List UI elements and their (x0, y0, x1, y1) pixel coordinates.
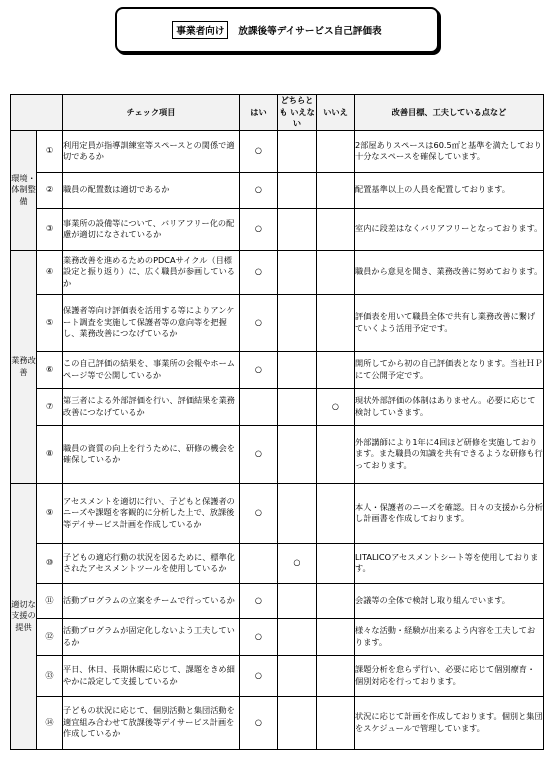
check-item: 第三者による外部評価を行い、評価結果を業務改善につなげているか (63, 388, 240, 425)
item-number: ⑭ (37, 696, 63, 749)
answer-yes (240, 483, 278, 543)
circle-mark-icon: ○ (254, 716, 263, 727)
item-number: ② (37, 172, 63, 208)
improvement-note: 職員から意見を聞き、業務改善に努めております。 (355, 250, 544, 294)
answer-either (278, 483, 317, 543)
improvement-note: 外部講師により1年に4回ほど研修を実施しております。また職員の知識を共有できるような研修も行っております。 (355, 425, 544, 483)
circle-mark-icon: ○ (254, 184, 263, 195)
answer-either (278, 655, 317, 696)
answer-either (278, 208, 317, 250)
item-number: ⑫ (37, 618, 63, 655)
table-row (11, 543, 544, 583)
improvement-note: LITALICOアセスメントシート等を使用しております。 (355, 543, 544, 583)
improvement-note: 配置基準以上の人員を配置しております。 (355, 172, 544, 208)
circle-mark-icon: ○ (254, 507, 263, 518)
header-yes: はい (240, 95, 278, 131)
check-item: 利用定員が指導訓練室等スペースとの関係で適切であるか (63, 130, 240, 172)
self-evaluation-table (10, 94, 544, 750)
answer-either (278, 130, 317, 172)
improvement-note: 室内に段差はなくバリアフリーとなっております。 (355, 208, 544, 250)
circle-mark-icon: ○ (254, 266, 263, 277)
improvement-note: 現状外部評価の体制はありません。必要に応じて検討していきます。 (355, 388, 544, 425)
answer-yes (240, 351, 278, 388)
category-label: 環境・体制整備 (11, 172, 36, 206)
table-row (11, 425, 544, 483)
check-item: 平日、休日、長期休暇に応じて、課題をきめ細やかに設定して支援しているか (63, 655, 240, 696)
item-number: ⑤ (37, 294, 63, 351)
answer-either (278, 250, 317, 294)
category-cell (11, 250, 37, 483)
answer-no (317, 618, 355, 655)
item-number: ⑩ (37, 543, 63, 583)
answer-no (317, 208, 355, 250)
header-either: どちらとも いえない (279, 95, 315, 128)
category-cell (11, 483, 37, 749)
answer-no (317, 294, 355, 351)
table-row (11, 130, 544, 172)
answer-no (317, 483, 355, 543)
check-item: この自己評価の結果を、事業所の会報やホームページ等で公開しているか (63, 351, 240, 388)
check-item: 職員の配置数は適切であるか (63, 172, 240, 208)
improvement-note: 2部屋ありスペースは60.5㎡と基準を満たしており十分なスペースを確保しています。 (355, 130, 544, 172)
check-item: 事業所の設備等について、バリアフリー化の配慮が適切になされているか (63, 208, 240, 250)
answer-yes (240, 618, 278, 655)
category-label: 業務改善 (11, 355, 36, 377)
item-number: ⑥ (37, 351, 63, 388)
answer-either (278, 696, 317, 749)
circle-mark-icon: ○ (331, 400, 340, 411)
title-text: 放課後等デイサービス自己評価表 (238, 26, 382, 37)
improvement-note: 本人・保護者のニーズを確認。日々の支援から分析し計画書を作成しております。 (355, 483, 544, 543)
circle-mark-icon: ○ (254, 669, 263, 680)
table-row (11, 250, 544, 294)
answer-yes (240, 294, 278, 351)
circle-mark-icon: ○ (254, 223, 263, 234)
answer-no (317, 425, 355, 483)
improvement-note: 様々な活動・経験が出来るよう内容を工夫しております。 (355, 618, 544, 655)
improvement-note: 課題分析を怠らず行い、必要に応じて個別療育・個別対応を行っております。 (355, 655, 544, 696)
answer-no (317, 130, 355, 172)
item-number: ⑪ (37, 583, 63, 618)
item-number: ⑦ (37, 388, 63, 425)
improvement-note: 会議等の全体で検討し取り組んでいます。 (355, 583, 544, 618)
header-no: いいえ (317, 95, 355, 131)
check-item: 活動プログラムの立案をチームで行っているか (63, 583, 240, 618)
check-item: 職員の資質の向上を行うために、研修の機会を確保しているか (63, 425, 240, 483)
check-item: 保護者等向け評価表を活用する等によりアンケート調査を実施して保護者等の意向等を把握し、業務改善につなげているか (63, 294, 240, 351)
circle-mark-icon: ○ (254, 448, 263, 459)
answer-yes (240, 425, 278, 483)
header-improve: 改善目標、工夫している点など (355, 95, 544, 131)
answer-no (317, 250, 355, 294)
answer-either (278, 618, 317, 655)
answer-yes (240, 172, 278, 208)
table-row (11, 208, 544, 250)
table-header (11, 95, 544, 131)
category-label: 適切な支援の提供 (11, 598, 36, 632)
answer-either (278, 351, 317, 388)
circle-mark-icon: ○ (254, 145, 263, 156)
answer-yes (240, 655, 278, 696)
item-number: ③ (37, 208, 63, 250)
title-tag: 事業者向け (172, 21, 228, 39)
answer-no (317, 351, 355, 388)
check-item: 子どもの状況に応じて、個別活動と集団活動を適宜組み合わせて放課後等デイサービス計画を作成しているか (63, 696, 240, 749)
answer-either (278, 294, 317, 351)
document-title (115, 7, 439, 53)
answer-no (317, 172, 355, 208)
table-row (11, 655, 544, 696)
circle-mark-icon: ○ (254, 594, 263, 605)
answer-either (278, 543, 317, 583)
table-row (11, 696, 544, 749)
improvement-note: 状況に応じて計画を作成しております。個別と集団をスケジュールで管理しています。 (355, 696, 544, 749)
answer-either (278, 583, 317, 618)
table-row (11, 294, 544, 351)
answer-no (317, 696, 355, 749)
improvement-note: 評価表を用いて職員全体で共有し業務改善に繋げていくよう活用予定です。 (355, 294, 544, 351)
answer-no (317, 543, 355, 583)
circle-mark-icon: ○ (254, 316, 263, 327)
table-row (11, 483, 544, 543)
item-number: ⑬ (37, 655, 63, 696)
check-item: 子どもの適応行動の状況を図るために、標準化されたアセスメントツールを使用しているか (63, 543, 240, 583)
table-row (11, 388, 544, 425)
circle-mark-icon: ○ (254, 363, 263, 374)
item-number: ⑧ (37, 425, 63, 483)
table-row (11, 351, 544, 388)
circle-mark-icon: ○ (293, 557, 301, 568)
table-row (11, 583, 544, 618)
answer-yes (240, 130, 278, 172)
answer-yes (240, 543, 278, 583)
check-item: アセスメントを適切に行い、子どもと保護者のニーズや課題を客観的に分析した上で、放課後等デイサービス計画を作成しているか (63, 483, 240, 543)
answer-yes (240, 696, 278, 749)
answer-yes (240, 583, 278, 618)
answer-yes (240, 250, 278, 294)
item-number: ④ (37, 250, 63, 294)
item-number: ① (37, 130, 63, 172)
answer-no (317, 388, 355, 425)
check-item: 活動プログラムが固定化しないよう工夫しているか (63, 618, 240, 655)
answer-either (278, 172, 317, 208)
answer-either (278, 388, 317, 425)
check-item: 業務改善を進めるためのPDCAサイクル（目標設定と振り返り）に、広く職員が参画しているか (63, 250, 240, 294)
table-row (11, 618, 544, 655)
header-blank (11, 95, 63, 131)
answer-no (317, 583, 355, 618)
header-check: チェック項目 (63, 95, 240, 131)
improvement-note: 開所してから初の自己評価表となります。当社ＨＰにて公開予定です。 (355, 351, 544, 388)
circle-mark-icon: ○ (254, 630, 263, 641)
answer-no (317, 655, 355, 696)
table-row (11, 172, 544, 208)
category-cell (11, 130, 37, 250)
answer-either (278, 425, 317, 483)
answer-yes (240, 208, 278, 250)
answer-yes (240, 388, 278, 425)
item-number: ⑨ (37, 483, 63, 543)
